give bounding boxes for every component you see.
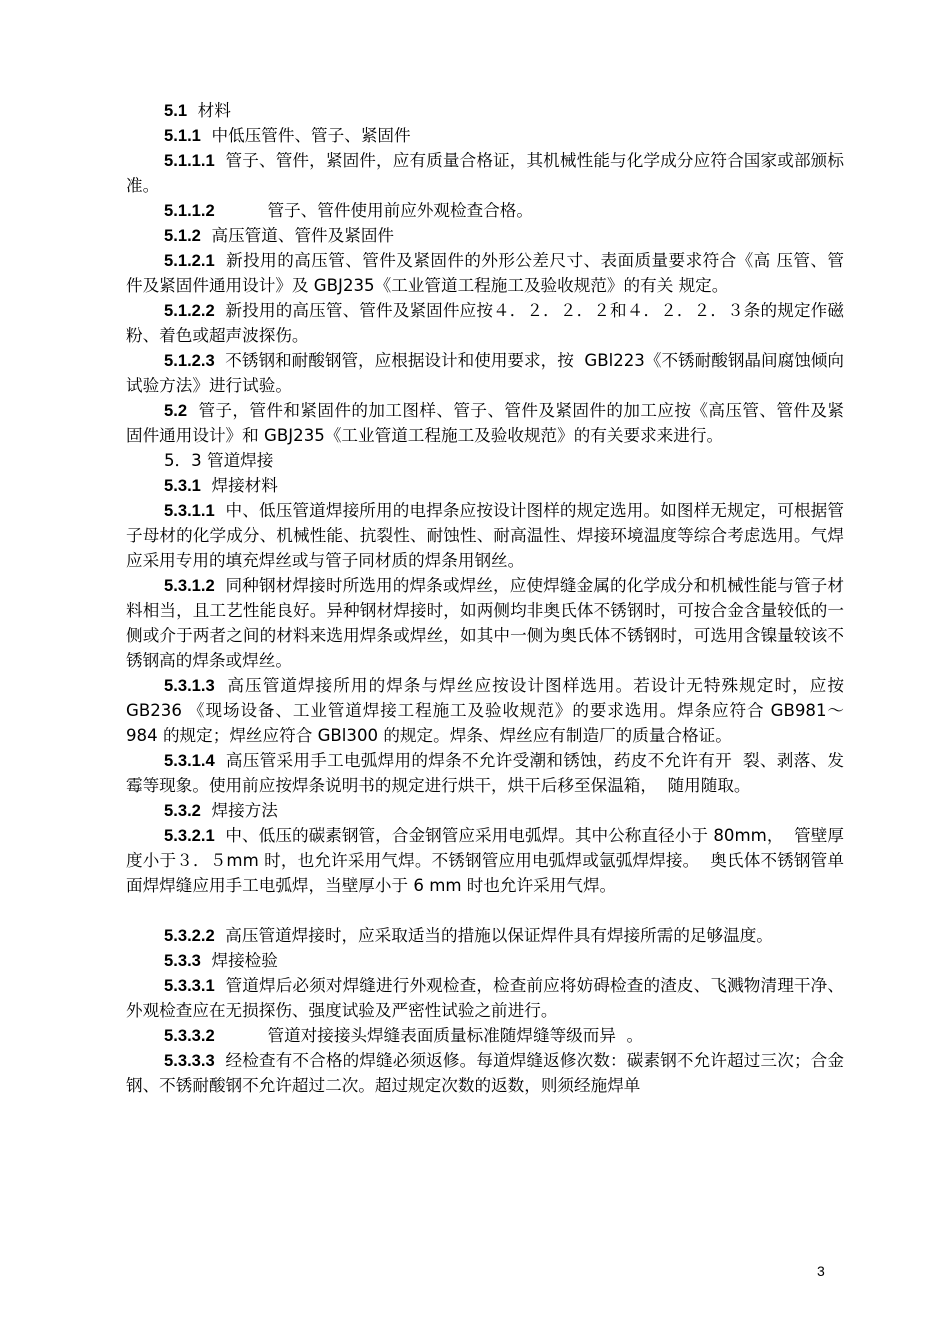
clause-number: 5.1.1.2 — [164, 201, 215, 220]
clause-paragraph — [126, 248, 844, 298]
clause-text: 中低压管件、管子、紧固件 — [200, 126, 411, 145]
clause-paragraph — [126, 348, 844, 398]
clause-text: 管子、管件，紧固件，应有质量合格证，其机械性能与化学成分应符合国家或部颁标准。 — [126, 151, 844, 195]
clause-text: 高压管采用手工电弧焊用的焊条不允许受潮和锈蚀，药皮不允许有开 裂、剥落、发霉等现象。使用前应按焊条说明书的规定进行烘干，烘干后移至保温箱， 随用随取。 — [126, 751, 844, 795]
clause-number: 5.3.2 — [164, 801, 201, 820]
clause-number: 5.3.3 — [164, 951, 201, 970]
clause-text: 高压管道焊接所用的焊条与焊丝应按设计图样选用。若设计无特殊规定时，应按 GB236 《现场设备、工业管道焊接工程施工及验收规范》的要求选用。焊条应符合 GB981～984 的规定；焊丝应符合 GBl300 的规定。焊条、焊丝应有制造厂的质量合格证。 — [126, 676, 850, 745]
clause-number: 5.3.3.2 — [164, 1026, 215, 1045]
page-number: 3 — [817, 1263, 825, 1279]
clause-text: 焊接材料 — [200, 476, 278, 495]
clause-text: 管道对接接头焊缝表面质量标准随焊缝等级而异 。 — [214, 1026, 644, 1045]
clause-number: 5.1.1.1 — [164, 151, 215, 170]
clause-paragraph — [126, 798, 844, 823]
clause-text: 新投用的高压管、管件及紧固件应按４．２．２．２和４．２．２．３条的规定作磁粉、着色或超声波探伤。 — [126, 301, 844, 345]
clause-text: 中、低压的碳素钢管，合金钢管应采用电弧焊。其中公称直径小于 80mm， 管壁厚度小于３．５mm 时，也允许采用气焊。不锈钢管应用电弧焊或氩弧焊焊接。 奥氏体不锈钢管单面焊焊缝应用手工电弧焊，当壁厚小于 6 mm 时也允许采用气焊。 — [126, 826, 844, 895]
clause-number: 5.3.3.3 — [164, 1051, 215, 1070]
clause-number: 5.1 — [164, 101, 188, 120]
clause-paragraph — [126, 98, 844, 123]
clause-paragraph — [126, 473, 844, 498]
clause-paragraph — [126, 398, 844, 448]
clause-paragraph — [126, 573, 844, 673]
clause-paragraph — [126, 223, 844, 248]
clause-text: 管子，管件和紧固件的加工图样、管子、管件及紧固件的加工应按《高压管、管件及紧固件通用设计》和 GBJ235《工业管道工程施工及验收规范》的有关要求来进行。 — [126, 401, 844, 445]
clause-text: 5．3 管道焊接 — [164, 451, 274, 470]
clause-paragraph — [126, 948, 844, 973]
clause-number: 5.3.2.2 — [164, 926, 215, 945]
clause-paragraph — [126, 748, 844, 798]
clause-number: 5.3.1.2 — [164, 576, 215, 595]
clause-paragraph — [126, 923, 844, 948]
clause-paragraph — [126, 823, 844, 898]
clause-paragraph — [126, 148, 844, 198]
clause-number: 5.3.3.1 — [164, 976, 215, 995]
clause-number: 5.3.1 — [164, 476, 201, 495]
clause-text: 高压管道焊接时，应采取适当的措施以保证焊件具有焊接所需的足够温度。 — [214, 926, 773, 945]
clause-number: 5.1.2.3 — [164, 351, 215, 370]
clause-text: 新投用的高压管、管件及紧固件的外形公差尺寸、表面质量要求符合《高 压管、管件及紧固件通用设计》及 GBJ235《工业管道工程施工及验收规范》的有关 规定。 — [126, 251, 844, 295]
clause-paragraph — [126, 973, 844, 1023]
clause-number: 5.1.2 — [164, 226, 201, 245]
clause-paragraph — [126, 298, 844, 348]
clause-number: 5.2 — [164, 401, 188, 420]
clause-text: 经检查有不合格的焊缝必须返修。每道焊缝返修次数：碳素钢不允许超过三次；合金钢、不锈耐酸钢不允许超过二次。超过规定次数的返数，则须经施焊单 — [126, 1051, 844, 1095]
clause-paragraph — [126, 198, 844, 223]
clause-text: 同种钢材焊接时所选用的焊条或焊丝，应使焊缝金属的化学成分和机械性能与管子材料相当，且工艺性能良好。异种钢材焊接时，如两侧均非奥氏体不锈钢时，可按合金含量较低的一侧或介于两者之间的材料来选用焊条或焊丝，如其中一侧为奥氏体不锈钢时，可选用含镍量较该不锈钢高的焊条或焊丝。 — [126, 576, 844, 670]
clause-number: 5.3.1.3 — [164, 676, 215, 695]
clause-number: 5.1.1 — [164, 126, 201, 145]
clause-paragraph — [126, 1023, 844, 1048]
clause-paragraph — [126, 123, 844, 148]
clause-number: 5.1.2.2 — [164, 301, 215, 320]
clause-number: 5.3.2.1 — [164, 826, 215, 845]
clause-paragraph — [126, 1048, 844, 1098]
clause-text: 管道焊后必须对焊缝进行外观检查，检查前应将妨碍检查的渣皮、飞溅物清理干净、外观检查应在无损探伤、强度试验及严密性试验之前进行。 — [126, 976, 844, 1020]
clause-paragraph — [126, 673, 850, 748]
clause-number: 5.3.1.4 — [164, 751, 215, 770]
paragraph-gap — [126, 898, 844, 923]
clause-text: 焊接检验 — [200, 951, 278, 970]
clause-text: 材料 — [187, 101, 231, 120]
clause-paragraph — [126, 498, 844, 573]
clause-text: 高压管道、管件及紧固件 — [200, 226, 395, 245]
clause-number: 5.3.1.1 — [164, 501, 215, 520]
clause-text: 管子、管件使用前应外观检查合格。 — [214, 201, 533, 220]
document-body — [126, 98, 850, 1098]
clause-number: 5.1.2.1 — [164, 251, 215, 270]
clause-text: 焊接方法 — [200, 801, 278, 820]
clause-text: 中、低压管道焊接所用的电捍条应按设计图样的规定选用。如图样无规定，可根据管子母材的化学成分、机械性能、抗裂性、耐蚀性、耐高温性、焊接环境温度等综合考虑选用。气焊应采用专用的填充焊丝或与管子同材质的焊条用钢丝。 — [126, 501, 844, 570]
clause-paragraph — [126, 448, 844, 473]
clause-text: 不锈钢和耐酸钢管，应根据设计和使用要求，按 GBl223《不锈耐酸钢晶间腐蚀倾向试验方法》进行试验。 — [126, 351, 844, 395]
